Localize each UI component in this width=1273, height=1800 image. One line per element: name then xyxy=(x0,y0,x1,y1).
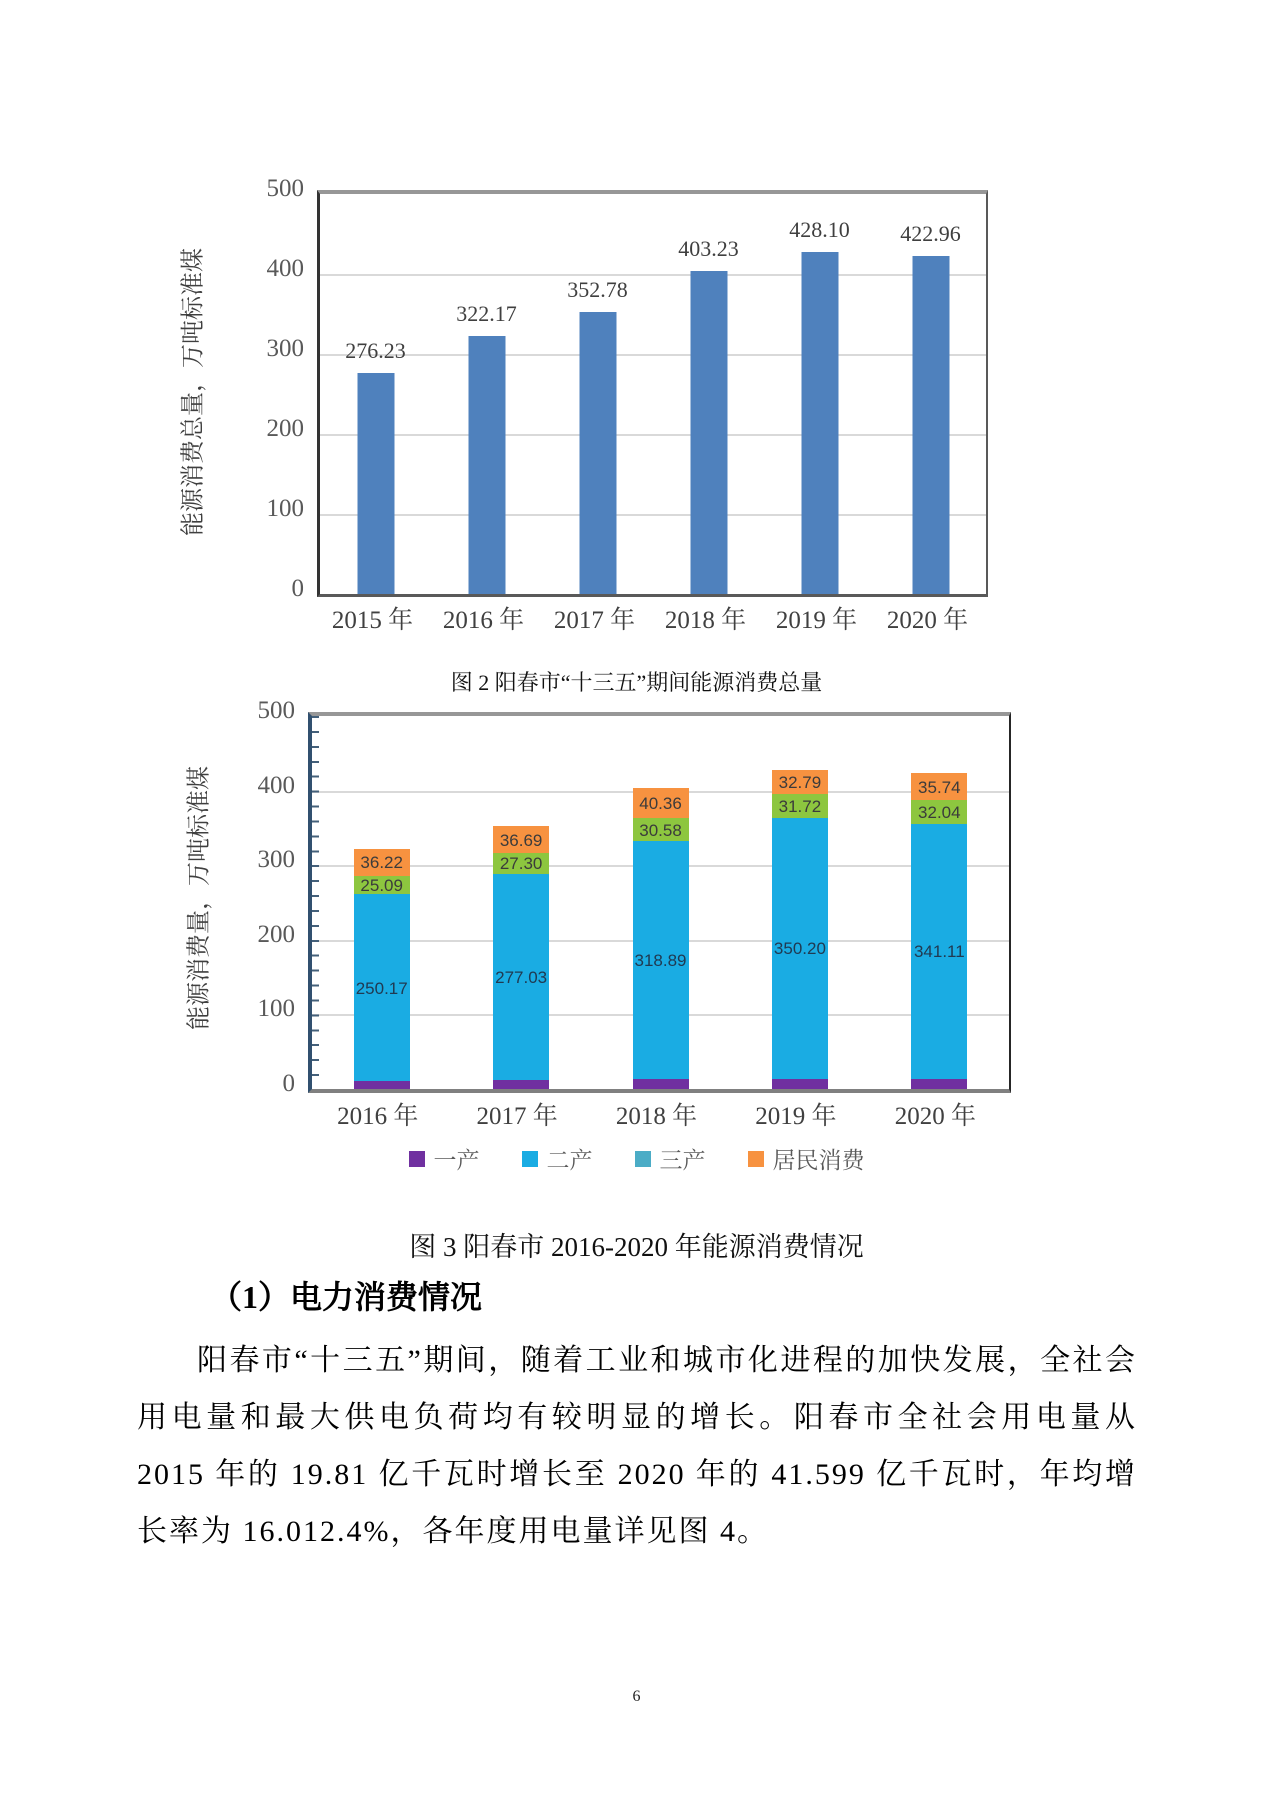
figure3-segment-value: 36.22 xyxy=(360,853,403,873)
x-tick-label: 2015 年 xyxy=(331,607,414,634)
legend-swatch xyxy=(635,1151,651,1167)
figure2-bar-column xyxy=(542,194,653,594)
legend-label: 三产 xyxy=(659,1148,706,1173)
figure3-stacked-column xyxy=(730,716,869,1089)
figure2-bar-value: 422.96 xyxy=(900,220,961,246)
figure3-segment-value: 36.69 xyxy=(499,830,543,850)
figure3-stacked-column xyxy=(451,716,590,1089)
y-tick-label: 400 xyxy=(266,255,304,282)
legend-item xyxy=(748,1142,865,1175)
figure3-segment-value: 27.30 xyxy=(499,854,543,874)
y-tick-label: 500 xyxy=(257,697,295,724)
section-heading: （1）电力消费情况 xyxy=(210,1279,483,1315)
figure2-bar xyxy=(468,336,505,594)
figure3-legend xyxy=(0,1142,1273,1175)
figure3-stacked-column xyxy=(870,716,1009,1089)
x-tick-label: 2019 年 xyxy=(775,607,858,634)
figure3-y-axis-label: 能源消费量，万吨标准煤 xyxy=(186,766,213,1030)
figure2-bar-value: 352.78 xyxy=(567,276,628,302)
figure2-y-axis-ticks xyxy=(212,175,304,602)
figure3-y-axis-ticks xyxy=(203,697,295,1097)
legend-label: 居民消费 xyxy=(772,1148,865,1173)
figure3-segment-1 xyxy=(354,1081,410,1089)
figure3-segment-value: 35.74 xyxy=(918,777,961,797)
figure3-segment-value: 32.04 xyxy=(918,803,961,823)
figure2-bar-column xyxy=(875,194,986,594)
figure3-segment-1 xyxy=(493,1080,549,1089)
y-tick-label: 0 xyxy=(291,575,304,602)
y-tick-label: 100 xyxy=(266,495,304,522)
figure2-bar-column xyxy=(431,194,542,594)
figure2-bars xyxy=(320,194,986,594)
page-number: 6 xyxy=(632,1688,641,1705)
x-tick-label: 2020 年 xyxy=(886,607,969,634)
legend-swatch xyxy=(409,1151,425,1167)
figure2-bar-column xyxy=(320,194,431,594)
figure2-bar-value: 322.17 xyxy=(456,301,517,327)
figure3-bars xyxy=(312,716,1009,1089)
figure2-y-axis-label: 能源消费总量，万吨标准煤 xyxy=(180,248,207,536)
figure2-caption: 图 2 阳春市“十三五”期间能源消费总量 xyxy=(450,670,823,695)
x-tick-label: 2016 年 xyxy=(442,607,525,634)
figure2-bar xyxy=(801,252,838,594)
figure3-x-axis-labels xyxy=(308,1096,1005,1132)
figure3-segment-1 xyxy=(911,1079,967,1089)
figure3-segment-value: 25.09 xyxy=(360,876,403,896)
figure3-segment-value: 350.20 xyxy=(773,939,826,959)
figure3-segment-1 xyxy=(772,1079,828,1089)
figure2-bar xyxy=(579,312,616,594)
body-paragraph: 阳春市“十三五”期间，随着工业和城市化进程的加快发展，全社会用电量和最大供电负荷均有较明显的增长。阳春市全社会用电量从 2015 年的 19.81 亿千瓦时增长至 2020 年的 41.599 亿千瓦时，年均增长率为 16.012.4%，各年度用电量详见图 4。 xyxy=(137,1344,1137,1548)
legend-swatch xyxy=(522,1151,538,1167)
legend-item xyxy=(522,1142,593,1175)
figure3-stacked-column xyxy=(312,716,451,1089)
x-tick-label: 2020 年 xyxy=(894,1103,976,1130)
x-tick-label: 2017 年 xyxy=(553,607,636,634)
figure2-bar-column xyxy=(653,194,764,594)
legend-item xyxy=(635,1142,706,1175)
y-tick-label: 500 xyxy=(266,175,304,202)
y-tick-label: 0 xyxy=(282,1070,295,1097)
figure2-bar-value: 428.10 xyxy=(789,216,850,242)
figure3-segment-1 xyxy=(633,1079,689,1089)
figure2-bar-column xyxy=(764,194,875,594)
figure3-segment-value: 277.03 xyxy=(495,967,548,987)
figure3-segment-value: 341.11 xyxy=(913,942,965,962)
y-tick-label: 300 xyxy=(266,335,304,362)
y-tick-label: 200 xyxy=(266,415,304,442)
figure3-segment-value: 30.58 xyxy=(639,820,682,840)
y-tick-label: 100 xyxy=(257,995,295,1023)
figure2-bar xyxy=(690,271,727,594)
figure2-bar xyxy=(912,256,949,594)
x-tick-label: 2019 年 xyxy=(755,1103,837,1130)
y-tick-label: 300 xyxy=(257,846,295,874)
y-tick-label: 200 xyxy=(257,920,295,948)
legend-label: 二产 xyxy=(546,1148,593,1173)
figure3-caption: 图 3 阳春市 2016-2020 年能源消费情况 xyxy=(409,1232,864,1262)
figure3-segment-value: 31.72 xyxy=(778,796,822,816)
x-tick-label: 2018 年 xyxy=(664,607,747,634)
x-tick-label: 2016 年 xyxy=(337,1103,419,1130)
figure3-segment-value: 32.79 xyxy=(778,772,822,792)
figure3-segment-value: 318.89 xyxy=(634,951,687,971)
figure3-segment-value: 250.17 xyxy=(355,978,408,998)
figure2-bar-value: 403.23 xyxy=(678,236,739,262)
figure3-plot-area xyxy=(308,712,1011,1093)
figure2-bar xyxy=(357,373,394,594)
figure2-x-axis-labels xyxy=(317,600,983,636)
legend-swatch xyxy=(748,1151,764,1167)
figure3-stacked-column xyxy=(591,716,730,1089)
figure2-bar-value: 276.23 xyxy=(345,338,406,364)
legend-item xyxy=(409,1142,480,1175)
figure2-plot-area xyxy=(317,190,988,597)
legend-label: 一产 xyxy=(433,1148,480,1173)
x-tick-label: 2018 年 xyxy=(615,1103,698,1130)
figure3-segment-value: 40.36 xyxy=(639,794,682,814)
x-tick-label: 2017 年 xyxy=(476,1103,558,1130)
y-tick-label: 400 xyxy=(257,771,295,799)
